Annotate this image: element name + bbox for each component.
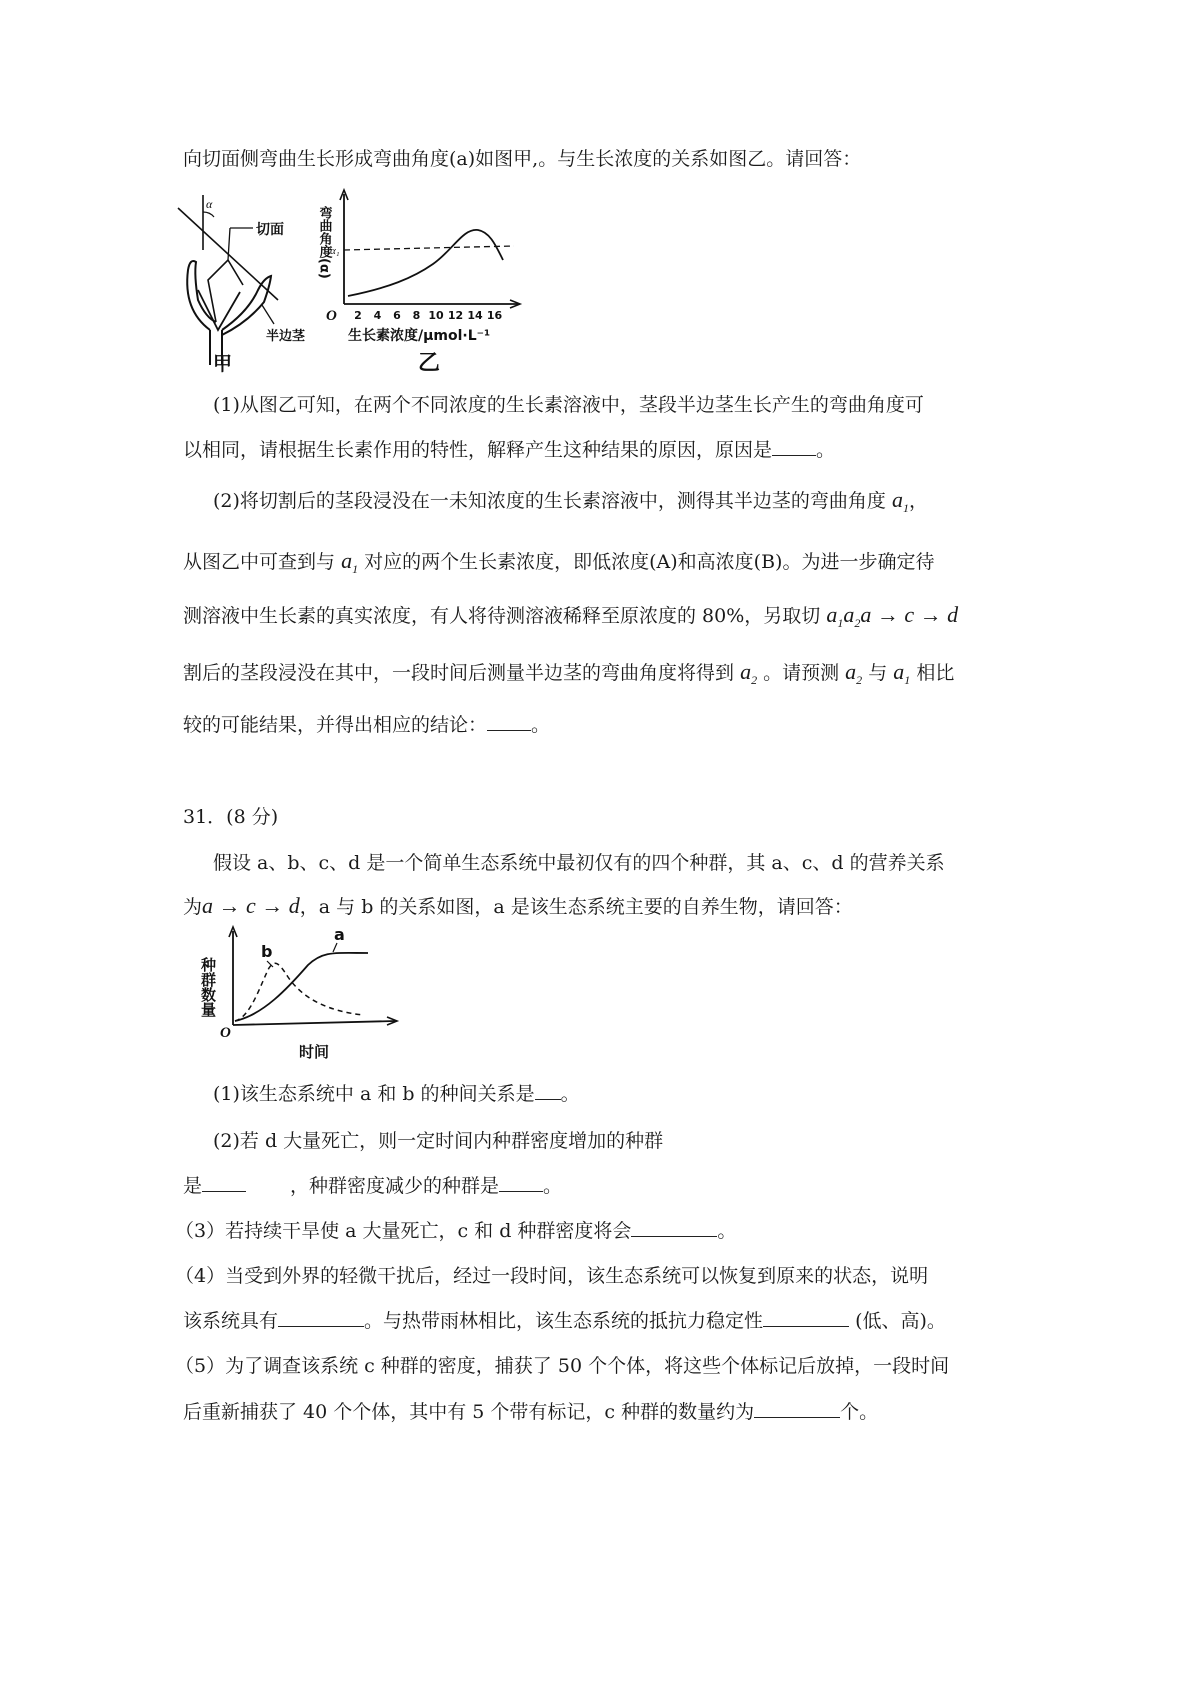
q30-p2-chain-math: $a_1a_2a \to c \to d$ bbox=[826, 602, 959, 630]
q31-s5-text-a: 后重新捕获了 40 个个体，其中有 5 个带有标记，c 种群的数量约为 bbox=[183, 1401, 755, 1423]
q30-p2-line5 bbox=[183, 712, 550, 737]
q31-s3-text: （3）若持续干旱使 a 大量死亡，c 和 d 种群密度将会 bbox=[175, 1220, 632, 1242]
pop-origin: O bbox=[220, 1025, 231, 1041]
q31-s2-line1: (2)若 d 大量死亡，则一定时间内种群密度增加的种群 bbox=[213, 1130, 664, 1152]
figure-yi bbox=[318, 188, 538, 378]
q31-s3-end: 。 bbox=[717, 1220, 737, 1242]
pop-x-axis bbox=[233, 1021, 395, 1025]
jia-cut-label: 切面 bbox=[256, 222, 284, 238]
q30-p2-text2a: 从图乙中可查到与 bbox=[183, 551, 336, 573]
pop-curve-a bbox=[235, 953, 368, 1021]
q30-p1-text: 以相同，请根据生长素作用的特性，解释产生这种结果的原因，原因是 bbox=[183, 439, 773, 461]
pop-label-b: b bbox=[261, 942, 273, 961]
q31-s2-end: 。 bbox=[543, 1175, 563, 1197]
q31-s4-blank1[interactable] bbox=[278, 1308, 364, 1327]
q31-s2-text-b: ，种群密度减少的种群是 bbox=[290, 1175, 500, 1197]
jia-angle-label: α bbox=[206, 197, 213, 211]
q31-s5-text-b: 个。 bbox=[840, 1401, 879, 1423]
q31-s3-blank[interactable] bbox=[631, 1218, 717, 1237]
yi-a1-label: α₁ bbox=[330, 245, 340, 257]
q30-p2-text4c: 与 bbox=[868, 662, 888, 684]
q31-intro1: 假设 a、b、c、d 是一个简单生态系统中最初仅有的四个种群，其 a、c、d 的营养关系 bbox=[213, 852, 945, 874]
q31-intro2 bbox=[183, 894, 853, 919]
q30-p2-a1-math-2: $a_1$ bbox=[341, 548, 359, 576]
q30-p2-line4 bbox=[183, 660, 954, 692]
yi-curve bbox=[348, 230, 503, 296]
yi-tick-label: 16 bbox=[486, 309, 503, 322]
q31-s1-blank[interactable] bbox=[535, 1081, 561, 1100]
q31-intro2-b: ，a 与 b 的关系如图，a 是该生态系统主要的自养生物，请回答： bbox=[299, 896, 853, 918]
q30-p2-line1 bbox=[213, 488, 928, 520]
yi-xlabel: 生长素浓度/μmol·L⁻¹ bbox=[348, 328, 491, 344]
q31-s5-line1: （5）为了调查该系统 c 种群的密度，捕获了 50 个个体，将这些个体标记后放掉，一段时间 bbox=[175, 1355, 950, 1377]
q31-s1-text: (1)该生态系统中 a 和 b 的种间关系是 bbox=[213, 1083, 535, 1105]
yi-a1-line bbox=[344, 246, 514, 250]
q30-p2-a2-math-2: $a_2$ bbox=[845, 659, 863, 687]
q31-header: 31．(8 分) bbox=[183, 806, 279, 828]
yi-ticks bbox=[354, 309, 502, 322]
q31-s3 bbox=[175, 1218, 736, 1243]
yi-ylabel: 弯曲角度(α) bbox=[316, 206, 332, 279]
q30-p2-text5: 较的可能结果，并得出相应的结论： bbox=[183, 714, 488, 736]
q30-p2-line3 bbox=[183, 603, 958, 635]
q30-p1-end: 。 bbox=[816, 439, 836, 461]
q30-p2-line2 bbox=[183, 549, 934, 581]
q30-p2-text2b: 对应的两个生长素浓度，即低浓度(A)和高浓度(B)。为进一步确定待 bbox=[364, 551, 935, 573]
q31-s2-blank1[interactable] bbox=[202, 1173, 246, 1192]
q30-p1-line2 bbox=[183, 437, 835, 462]
q30-p1-line1: (1)从图乙可知，在两个不同浓度的生长素溶液中，茎段半边茎生长产生的弯曲角度可 bbox=[213, 394, 924, 416]
q30-p2-text4b: 。请预测 bbox=[763, 662, 840, 684]
q30-p2-text4a: 割后的茎段浸没在其中，一段时间后测量半边茎的弯曲角度将得到 bbox=[183, 662, 735, 684]
q31-s1 bbox=[213, 1081, 580, 1106]
yi-tick-label: 2 bbox=[354, 309, 362, 322]
q30-p1-blank[interactable] bbox=[772, 437, 816, 456]
yi-tick-label: 10 bbox=[428, 309, 444, 322]
q30-p2-a1-math: $a_1$ bbox=[891, 487, 909, 515]
q30-p2-end: 。 bbox=[531, 714, 551, 736]
pop-xlabel: 时间 bbox=[299, 1043, 330, 1061]
q31-intro2-a: 为 bbox=[183, 896, 203, 918]
q31-s5-line2 bbox=[183, 1399, 878, 1424]
q30-p2-a1-math-3: $a_1$ bbox=[893, 659, 911, 687]
yi-tick-label: 6 bbox=[393, 309, 401, 322]
yi-origin: O bbox=[326, 308, 337, 324]
q31-s4-blank2[interactable] bbox=[763, 1308, 849, 1327]
q31-s4-text-a: 该系统具有 bbox=[183, 1310, 279, 1332]
q31-s2-text-a: 是 bbox=[183, 1175, 203, 1197]
q31-chain-math: a → c → d bbox=[202, 893, 300, 918]
yi-tick-label: 8 bbox=[412, 309, 421, 322]
q31-s2-line2 bbox=[183, 1173, 562, 1198]
figure-jia bbox=[178, 190, 328, 375]
q30-intro: 向切面侧弯曲生长形成弯曲角度(a)如图甲,。与生长浓度的关系如图乙。请回答： bbox=[183, 148, 862, 170]
q31-s2-blank2[interactable] bbox=[499, 1173, 543, 1192]
q31-s5-blank[interactable] bbox=[754, 1399, 840, 1418]
q31-s1-end: 。 bbox=[560, 1083, 580, 1105]
jia-stem-label: 半边茎 bbox=[266, 329, 306, 344]
jia-caption: 甲 bbox=[213, 353, 233, 375]
q30-p2-blank[interactable] bbox=[487, 712, 531, 731]
q30-p2-text3: 测溶液中生长素的真实浓度，有人将待测溶液稀释至原浓度的 80%，另取切 bbox=[183, 605, 821, 627]
q31-s4-text-c: (低、高)。 bbox=[849, 1310, 946, 1332]
yi-caption: 乙 bbox=[418, 351, 441, 376]
q30-p2-comma: ， bbox=[908, 490, 928, 512]
yi-tick-label: 4 bbox=[373, 309, 382, 322]
q31-s4-line1: （4）当受到外界的轻微干扰后，经过一段时间，该生态系统可以恢复到原来的状态，说明 bbox=[175, 1265, 929, 1287]
q31-s4-text-b: 。与热带雨林相比，该生态系统的抵抗力稳定性 bbox=[364, 1310, 764, 1332]
yi-tick-label: 12 bbox=[447, 309, 464, 322]
pop-label-a: a bbox=[334, 925, 345, 944]
pop-ylabel: 种群数量 bbox=[199, 957, 217, 1017]
q30-p2-text4d: 相比 bbox=[916, 662, 955, 684]
figure-population bbox=[199, 923, 408, 1063]
q31-s4-line2 bbox=[183, 1308, 946, 1333]
q30-p2-text1: (2)将切割后的茎段浸没在一未知浓度的生长素溶液中，测得其半边茎的弯曲角度 bbox=[213, 490, 886, 512]
q30-p2-a2-math: $a_2$ bbox=[740, 659, 758, 687]
pop-curve-b bbox=[235, 963, 363, 1021]
yi-tick-label: 14 bbox=[467, 309, 483, 322]
